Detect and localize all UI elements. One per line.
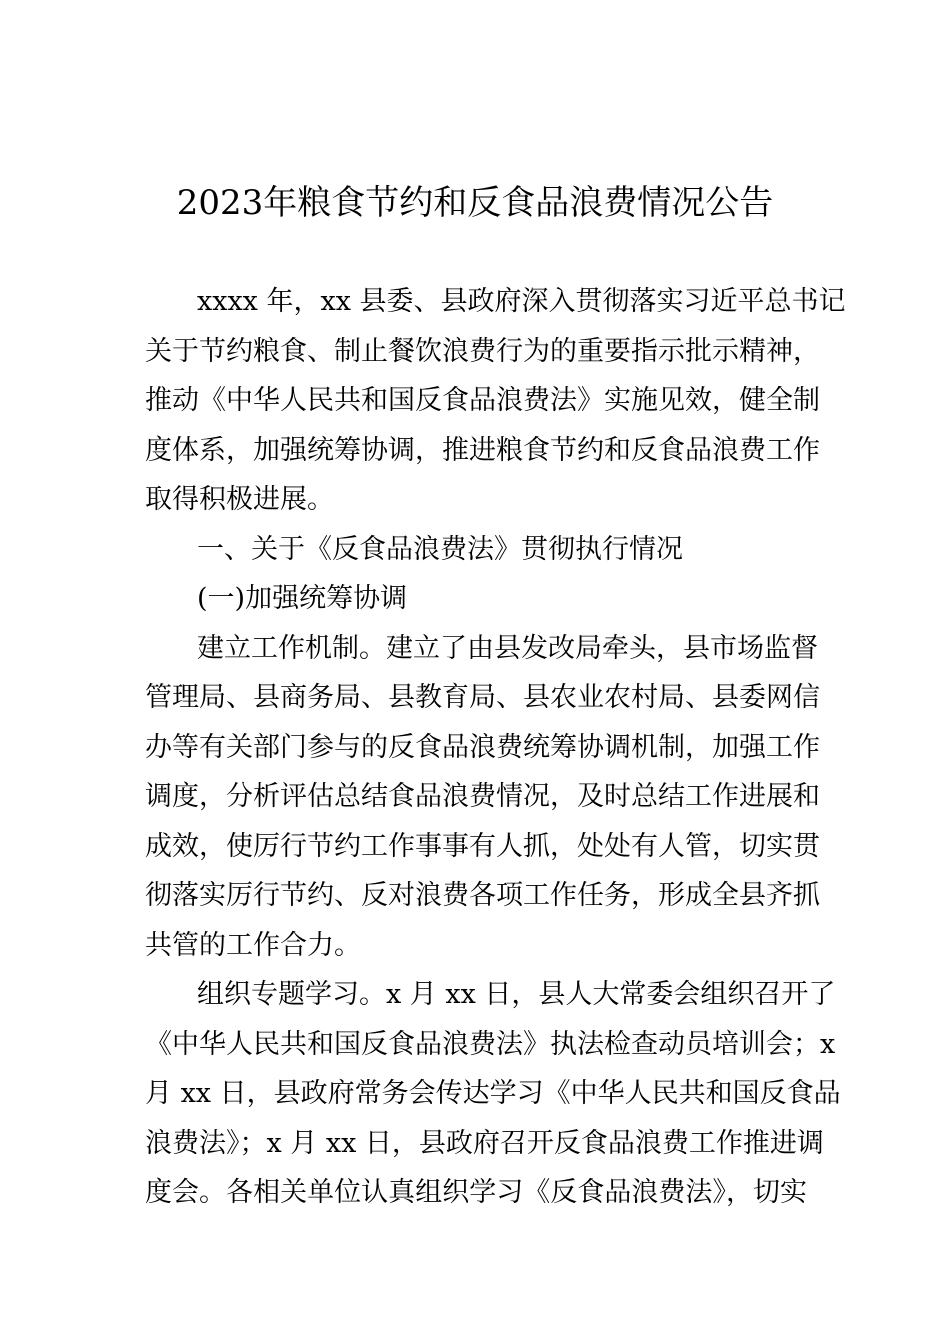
document-title: 2023年粮食节约和反食品浪费情况公告: [176, 183, 774, 223]
paragraph-intro-line-1: xxxx 年，xx 县委、县政府深入贯彻落实习近平总书记: [197, 286, 846, 317]
paragraph-mechanism-line-6: 彻落实厉行节约、反对浪费各项工作任务，形成全县齐抓: [145, 880, 820, 911]
paragraph-intro-line-5: 取得积极进展。: [145, 484, 334, 515]
paragraph-mechanism-line-1: 建立工作机制。建立了由县发改局牵头，县市场监督: [197, 632, 818, 664]
paragraph-mechanism-line-7: 共管的工作合力。: [145, 929, 361, 961]
paragraph-study-line-4: 浪费法》；x 月 xx 日，县政府召开反食品浪费工作推进调: [145, 1127, 824, 1159]
subsection-heading-1: (一)加强统筹协调: [197, 583, 408, 614]
paragraph-study-line-1: 组织专题学习。x 月 xx 日，县人大常委会组织召开了: [197, 979, 836, 1010]
paragraph-mechanism-line-3: 办等有关部门参与的反食品浪费统筹协调机制，加强工作: [145, 731, 820, 763]
document-body: [145, 277, 846, 1218]
paragraph-study-line-5: 度会。各相关单位认真组织学习《反食品浪费法》，切实: [145, 1177, 807, 1208]
paragraph-mechanism-line-4: 调度，分析评估总结食品浪费情况，及时总结工作进展和: [145, 781, 820, 812]
section-heading-1: 一、关于《反食品浪费法》贯彻执行情况: [197, 533, 683, 565]
paragraph-study-line-3: 月 xx 日，县政府常务会传达学习《中华人民共和国反食品: [145, 1078, 841, 1109]
paragraph-mechanism-line-2: 管理局、县商务局、县教育局、县农业农村局、县委网信: [145, 682, 820, 713]
paragraph-study-line-2: 《中华人民共和国反食品浪费法》执法检查动员培训会；x: [145, 1028, 836, 1060]
paragraph-intro-line-4: 度体系，加强统筹协调，推进粮食节约和反食品浪费工作: [145, 434, 820, 466]
paragraph-mechanism-line-5: 成效，使厉行节约工作事事有人抓，处处有人管，切实贯: [145, 830, 820, 862]
paragraph-intro-line-3: 推动《中华人民共和国反食品浪费法》实施见效，健全制: [145, 385, 820, 416]
paragraph-intro-line-2: 关于节约粮食、制止餐饮浪费行为的重要指示批示精神，: [145, 335, 820, 367]
